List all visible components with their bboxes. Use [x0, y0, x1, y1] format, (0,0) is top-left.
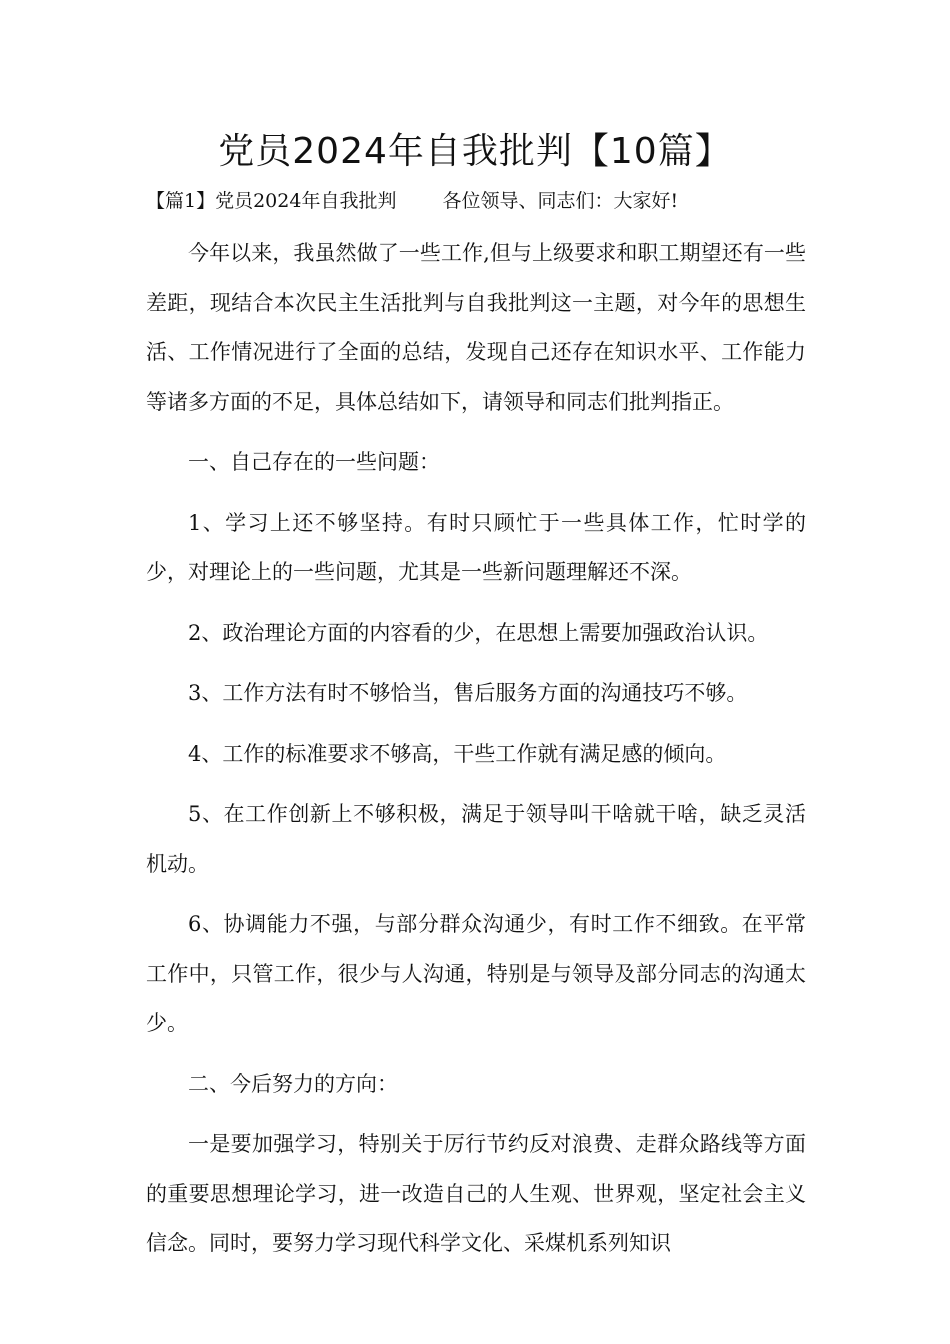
greeting: 各位领导、同志们：大家好!: [442, 190, 679, 212]
paragraph-problem-6: 6、协调能力不强，与部分群众沟通少，有时工作不细致。在平常工作中，只管工作，很少与人沟通，特别是与领导及部分同志的沟通太少。: [146, 912, 806, 1035]
paragraph-problem-5: 5、在工作创新上不够积极，满足于领导叫干啥就干啥，缺乏灵活机动。: [146, 802, 806, 876]
paragraph-heading-problems: 一、自己存在的一些问题：: [188, 450, 440, 474]
paragraph-problem-2: 2、政治理论方面的内容看的少，在思想上需要加强政治认识。: [188, 620, 769, 645]
paragraph-problem-4: 4、工作的标准要求不够高，干些工作就有满足感的倾向。: [188, 741, 727, 766]
section-heading: 【篇1】党员2024年自我批判: [146, 190, 397, 212]
section-heading-line: [146, 186, 826, 216]
document-body: [146, 229, 806, 1280]
document-title: 党员2024年自我批判【10篇】: [218, 131, 732, 172]
paragraph-problem-1: 1、学习上还不够坚持。有时只顾忙于一些具体工作，忙时学的少，对理论上的一些问题，尤其是一些新问题理解还不深。: [146, 510, 806, 584]
paragraph-problem-3: 3、工作方法有时不够恰当，售后服务方面的沟通技巧不够。: [188, 681, 748, 705]
paragraph-intro: 今年以来，我虽然做了一些工作,但与上级要求和职工期望还有一些差距，现结合本次民主生活批判与自我批判这一主题，对今年的思想生活、工作情况进行了全面的总结，发现自己还存在知识水平、工作能力等诸多方面的不足，具体总结如下，请领导和同志们批判指正。: [146, 241, 806, 414]
paragraph-heading-direction: 二、今后努力的方向：: [188, 1071, 398, 1096]
paragraph-direction-1: 一是要加强学习，特别关于厉行节约反对浪费、走群众路线等方面的重要思想理论学习，进一改造自己的人生观、世界观，坚定社会主义信念。同时，要努力学习现代科学文化、采煤机系列知识: [146, 1132, 806, 1255]
